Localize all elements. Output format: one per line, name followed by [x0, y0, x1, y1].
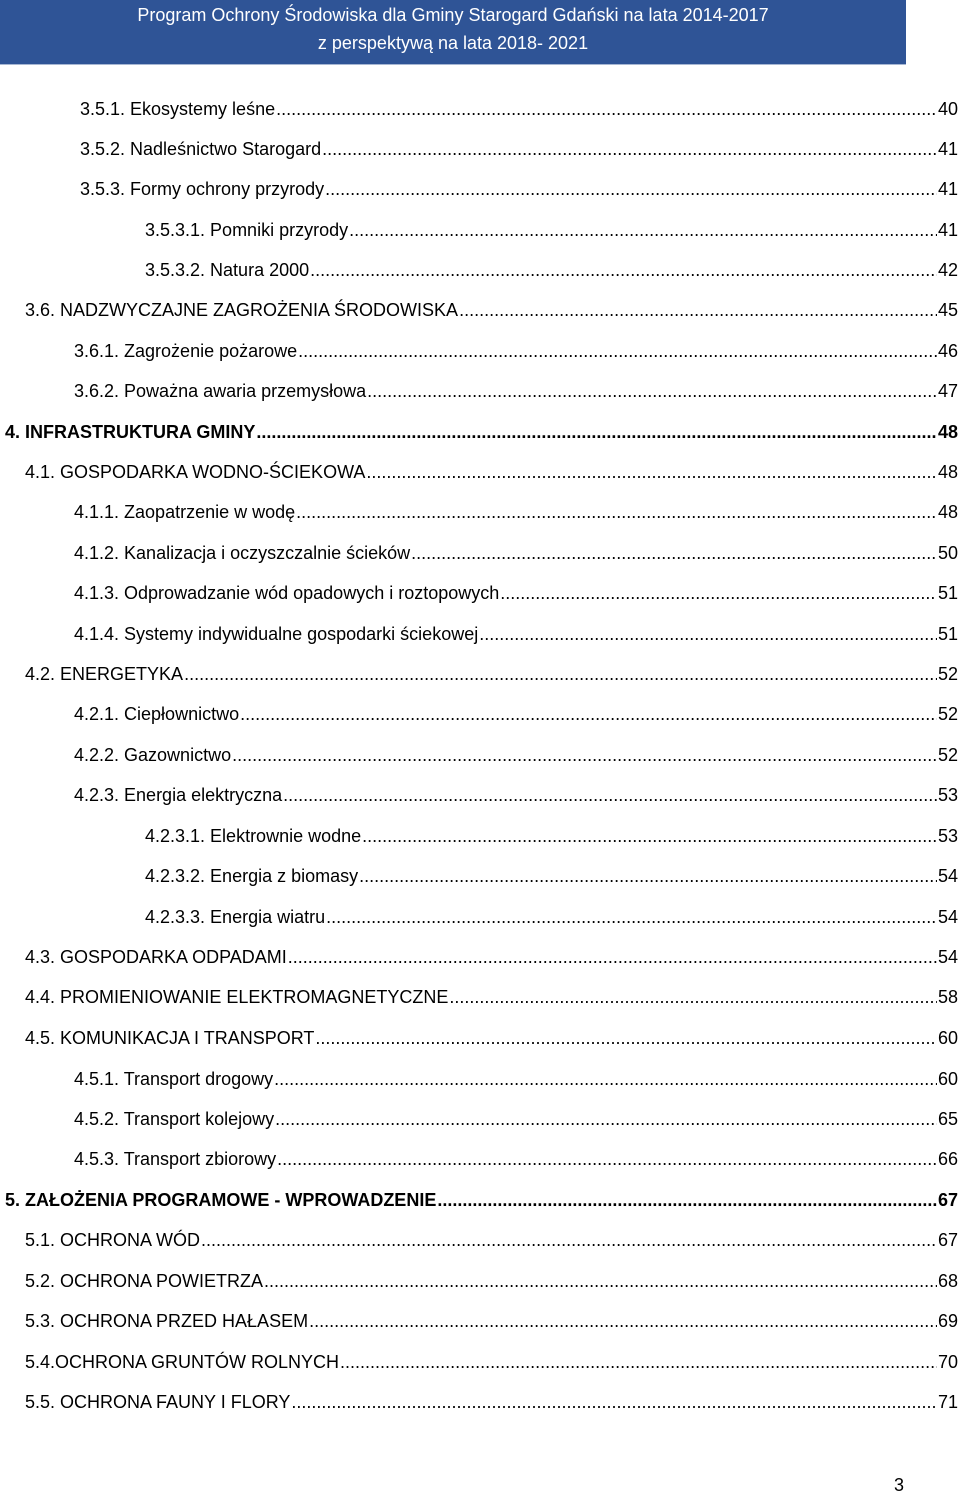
toc-entry-label: 4.2.3.2. Energia z biomasy — [145, 866, 359, 886]
toc-entry-page: 41 — [937, 139, 958, 159]
toc-entry[interactable] — [145, 864, 958, 888]
toc-entry[interactable] — [25, 1026, 958, 1050]
toc-entry-page: 51 — [937, 624, 958, 644]
toc-entry[interactable] — [74, 379, 958, 403]
toc-entry-page: 66 — [937, 1149, 958, 1169]
toc-entry-label: 3.6.1. Zagrożenie pożarowe — [74, 341, 298, 361]
toc-entry[interactable] — [74, 1147, 958, 1171]
toc-entry-label: 4.1.4. Systemy indywidualne gospodarki ściekowej — [74, 624, 479, 644]
toc-dot-leader — [256, 420, 937, 444]
toc-entry-page: 42 — [937, 260, 958, 280]
toc-entry[interactable] — [80, 97, 958, 121]
toc-entry-page: 69 — [937, 1311, 958, 1331]
toc-entry[interactable] — [25, 662, 958, 686]
toc-entry[interactable] — [25, 945, 958, 969]
toc-entry-page: 58 — [937, 987, 958, 1007]
toc-entry[interactable] — [74, 541, 958, 565]
toc-dot-leader — [276, 97, 937, 121]
toc-entry[interactable] — [145, 258, 958, 282]
toc-dot-leader — [264, 1269, 937, 1293]
toc-entry-page: 71 — [937, 1392, 958, 1412]
toc-entry-page: 47 — [937, 381, 958, 401]
toc-entry-label: 4.3. GOSPODARKA ODPADAMI — [25, 947, 287, 967]
toc-entry-page: 45 — [937, 300, 958, 320]
toc-entry[interactable] — [74, 581, 958, 605]
toc-dot-leader — [298, 339, 937, 363]
toc-entry[interactable] — [74, 339, 958, 363]
toc-entry-page: 60 — [937, 1069, 958, 1089]
toc-dot-leader — [291, 1390, 937, 1414]
toc-entry-label: 3.5.1. Ekosystemy leśne — [80, 99, 276, 119]
toc-dot-leader — [240, 702, 937, 726]
toc-entry-page: 51 — [937, 583, 958, 603]
toc-entry-page: 50 — [937, 543, 958, 563]
toc-entry-page: 48 — [937, 462, 958, 482]
toc-entry-label: 3.5.3. Formy ochrony przyrody — [80, 179, 325, 199]
toc-entry[interactable] — [25, 1269, 958, 1293]
toc-dot-leader — [275, 1107, 937, 1131]
toc-entry-label: 3.5.3.1. Pomniki przyrody — [145, 220, 349, 240]
toc-entry-label: 4.1. GOSPODARKA WODNO-ŚCIEKOWA — [25, 462, 366, 482]
toc-dot-leader — [366, 460, 937, 484]
toc-entry-label: 4.5. KOMUNIKACJA I TRANSPORT — [25, 1028, 315, 1048]
toc-entry-label: 5.5. OCHRONA FAUNY I FLORY — [25, 1392, 291, 1412]
toc-dot-leader — [296, 500, 937, 524]
toc-dot-leader — [449, 985, 937, 1009]
toc-entry-label: 5. ZAŁOŻENIA PROGRAMOWE - WPROWADZENIE — [5, 1190, 437, 1210]
toc-entry-label: 4.2.3. Energia elektryczna — [74, 785, 283, 805]
toc-dot-leader — [326, 905, 937, 929]
toc-entry[interactable] — [25, 1309, 958, 1333]
toc-entry-page: 48 — [937, 502, 958, 522]
toc-entry-page: 54 — [937, 866, 958, 886]
toc-entry-label: 4.2. ENERGETYKA — [25, 664, 184, 684]
toc-entry-page: 52 — [937, 704, 958, 724]
toc-dot-leader — [283, 783, 937, 807]
toc-entry[interactable] — [25, 1228, 958, 1252]
toc-entry[interactable] — [74, 1107, 958, 1131]
toc-entry-label: 4.5.2. Transport kolejowy — [74, 1109, 275, 1129]
toc-entry-page: 67 — [937, 1230, 958, 1250]
toc-entry-label: 3.5.3.2. Natura 2000 — [145, 260, 310, 280]
document-header — [0, 0, 906, 64]
toc-entry[interactable] — [145, 824, 958, 848]
toc-dot-leader — [201, 1228, 937, 1252]
toc-dot-leader — [309, 1309, 937, 1333]
toc-dot-leader — [277, 1147, 937, 1171]
toc-entry-label: 4.1.1. Zaopatrzenie w wodę — [74, 502, 296, 522]
toc-entry[interactable] — [25, 1350, 958, 1374]
toc-entry[interactable] — [80, 177, 958, 201]
toc-entry-page: 41 — [937, 179, 958, 199]
toc-dot-leader — [288, 945, 937, 969]
toc-entry-page: 70 — [937, 1352, 958, 1372]
toc-dot-leader — [359, 864, 937, 888]
toc-dot-leader — [232, 743, 937, 767]
toc-entry-page: 68 — [937, 1271, 958, 1291]
toc-entry[interactable] — [80, 137, 958, 161]
toc-dot-leader — [349, 218, 937, 242]
toc-entry-label: 4.1.3. Odprowadzanie wód opadowych i roztopowych — [74, 583, 500, 603]
toc-entry-label: 4.5.1. Transport drogowy — [74, 1069, 274, 1089]
header-title-line-2: z perspektywą na lata 2018- 2021 — [317, 33, 589, 53]
toc-dot-leader — [362, 824, 937, 848]
toc-entry-label: 3.6. NADZWYCZAJNE ZAGROŻENIA ŚRODOWISKA — [25, 300, 459, 320]
toc-entry[interactable] — [5, 420, 958, 444]
toc-entry[interactable] — [25, 985, 958, 1009]
toc-entry-page: 53 — [937, 826, 958, 846]
toc-dot-leader — [325, 177, 937, 201]
toc-dot-leader — [315, 1026, 937, 1050]
toc-entry-page: 52 — [937, 745, 958, 765]
toc-entry-label: 4. INFRASTRUKTURA GMINY — [5, 422, 256, 442]
toc-entry-label: 4.1.2. Kanalizacja i oczyszczalnie ścieków — [74, 543, 411, 563]
toc-entry[interactable] — [25, 460, 958, 484]
toc-entry-label: 4.5.3. Transport zbiorowy — [74, 1149, 277, 1169]
toc-entry-page: 60 — [937, 1028, 958, 1048]
toc-dot-leader — [479, 622, 937, 646]
toc-entry-page: 46 — [937, 341, 958, 361]
toc-entry[interactable] — [25, 298, 958, 322]
toc-entry[interactable] — [74, 1067, 958, 1091]
toc-entry[interactable] — [74, 622, 958, 646]
toc-entry-page: 54 — [937, 947, 958, 967]
toc-entry-page: 65 — [937, 1109, 958, 1129]
toc-entry[interactable] — [25, 1390, 958, 1414]
toc-entry[interactable] — [74, 702, 958, 726]
toc-entry-label: 5.1. OCHRONA WÓD — [25, 1230, 201, 1250]
toc-entry-page: 54 — [937, 907, 958, 927]
toc-entry[interactable] — [74, 783, 958, 807]
header-title-line-1: Program Ochrony Środowiska dla Gminy Starogard Gdański na lata 2014-2017 — [137, 5, 769, 25]
toc-entry[interactable] — [145, 218, 958, 242]
toc-entry-page: 67 — [937, 1190, 958, 1210]
toc-entry-label: 4.4. PROMIENIOWANIE ELEKTROMAGNETYCZNE — [25, 987, 449, 1007]
toc-dot-leader — [500, 581, 937, 605]
header-divider — [0, 64, 906, 65]
page-number: 3 — [893, 1475, 904, 1495]
toc-entry-page: 48 — [937, 422, 958, 442]
toc-entry-label: 3.6.2. Poważna awaria przemysłowa — [74, 381, 367, 401]
toc-dot-leader — [437, 1188, 937, 1212]
toc-entry-label: 3.5.2. Nadleśnictwo Starogard — [80, 139, 322, 159]
toc-entry-page: 52 — [937, 664, 958, 684]
toc-entry-label: 4.2.2. Gazownictwo — [74, 745, 232, 765]
toc-dot-leader — [310, 258, 937, 282]
toc-entry[interactable] — [74, 743, 958, 767]
toc-entry[interactable] — [5, 1188, 958, 1212]
toc-entry-label: 4.2.3.1. Elektrownie wodne — [145, 826, 362, 846]
toc-entry-label: 4.2.3.3. Energia wiatru — [145, 907, 326, 927]
toc-entry-label: 5.3. OCHRONA PRZED HAŁASEM — [25, 1311, 309, 1331]
toc-entry-label: 5.4.OCHRONA GRUNTÓW ROLNYCH — [25, 1352, 340, 1372]
toc-dot-leader — [459, 298, 937, 322]
toc-entry[interactable] — [74, 500, 958, 524]
toc-entry-label: 5.2. OCHRONA POWIETRZA — [25, 1271, 264, 1291]
toc-dot-leader — [367, 379, 937, 403]
toc-entry-page: 40 — [937, 99, 958, 119]
toc-dot-leader — [322, 137, 937, 161]
toc-entry-page: 41 — [937, 220, 958, 240]
toc-dot-leader — [411, 541, 937, 565]
toc-dot-leader — [184, 662, 937, 686]
toc-entry-label: 4.2.1. Ciepłownictwo — [74, 704, 240, 724]
toc-entry-page: 53 — [937, 785, 958, 805]
toc-dot-leader — [340, 1350, 937, 1374]
toc-entry[interactable] — [145, 905, 958, 929]
toc-dot-leader — [274, 1067, 937, 1091]
